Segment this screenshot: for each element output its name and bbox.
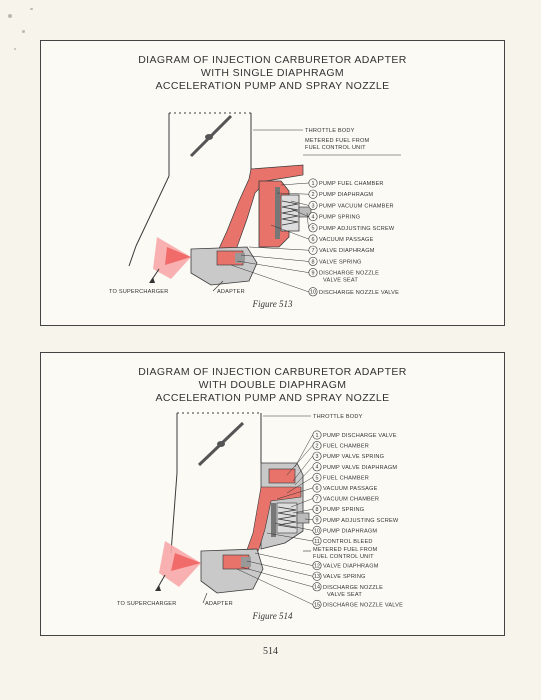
label-throttle-body: THROTTLE BODY bbox=[313, 414, 363, 420]
throttle-body bbox=[171, 413, 261, 553]
label-metered-fuel: METERED FUEL FROM bbox=[305, 138, 370, 144]
callout-label: PUMP SPRING bbox=[319, 214, 361, 221]
valve-spring bbox=[241, 557, 251, 567]
callout-number: 3 bbox=[315, 454, 319, 461]
callout-label: PUMP ADJUSTING SCREW bbox=[319, 225, 395, 232]
figure-513-diagram bbox=[41, 41, 506, 327]
callout-label: VALVE DIAPHRAGM bbox=[319, 248, 375, 255]
callout-label: PUMP DIAPHRAGM bbox=[323, 528, 378, 535]
callout-label: DISCHARGE NOZZLE VALVE bbox=[319, 289, 400, 296]
paper-speck bbox=[22, 30, 25, 33]
callout-number: 1 bbox=[315, 432, 319, 439]
callout-number: 9 bbox=[311, 270, 315, 277]
throttle-shaft bbox=[205, 134, 213, 140]
callout-number: 9 bbox=[315, 517, 319, 524]
title-line: DIAGRAM OF INJECTION CARBURETOR ADAPTER bbox=[138, 366, 407, 378]
callout-label: VALVE SPRING bbox=[323, 574, 366, 581]
callout-number: 4 bbox=[315, 464, 319, 471]
title-line: ACCELERATION PUMP AND SPRAY NOZZLE bbox=[155, 80, 390, 92]
callout-label: FUEL CHAMBER bbox=[323, 475, 370, 482]
callout-number: 3 bbox=[311, 203, 315, 210]
label-to-supercharger: TO SUPERCHARGER bbox=[109, 289, 169, 295]
callout-number: 6 bbox=[311, 236, 315, 243]
callout-label: PUMP FUEL CHAMBER bbox=[319, 181, 384, 187]
callout-label: PUMP DIAPHRAGM bbox=[319, 192, 374, 199]
callout-number: 10 bbox=[314, 528, 320, 535]
figure-514-panel bbox=[40, 352, 505, 636]
callout-label: VALVE DIAPHRAGM bbox=[323, 563, 379, 570]
callout-8 bbox=[241, 255, 362, 266]
figure-513-callouts bbox=[231, 179, 399, 296]
paper-speck bbox=[14, 48, 16, 50]
pump-diaphragm bbox=[271, 503, 276, 537]
callout-number: 2 bbox=[311, 192, 315, 199]
paper-speck bbox=[8, 14, 12, 18]
callout-number: 4 bbox=[311, 214, 315, 221]
callout-number: 5 bbox=[311, 225, 315, 232]
callout-label: VACUUM PASSAGE bbox=[323, 486, 378, 492]
title-line: ACCELERATION PUMP AND SPRAY NOZZLE bbox=[155, 392, 390, 404]
figure-514-diagram bbox=[41, 353, 506, 637]
callout-label: FUEL CHAMBER bbox=[323, 443, 370, 450]
callout-1 bbox=[281, 179, 384, 187]
callout-7 bbox=[291, 494, 379, 507]
callout-8 bbox=[293, 505, 364, 513]
label-metered-fuel: METERED FUEL FROM bbox=[313, 547, 378, 553]
callout-label: PUMP SPRING bbox=[323, 507, 365, 514]
callout-number: 10 bbox=[310, 289, 316, 296]
callout-label: VACUUM PASSAGE bbox=[319, 237, 374, 243]
figure-513-panel bbox=[40, 40, 505, 326]
throttle-shaft bbox=[217, 441, 225, 447]
callout-number: 1 bbox=[311, 180, 315, 187]
label-to-supercharger: TO SUPERCHARGER bbox=[117, 601, 177, 607]
callout-4 bbox=[295, 463, 397, 485]
callout-number: 15 bbox=[314, 602, 320, 609]
label-adapter: ADAPTER bbox=[217, 289, 245, 295]
callout-number: 2 bbox=[315, 443, 319, 450]
callout-14 bbox=[241, 567, 383, 598]
title-line: DIAGRAM OF INJECTION CARBURETOR ADAPTER bbox=[138, 54, 407, 66]
callout-number: 8 bbox=[311, 259, 315, 266]
label-fuel-control-unit: FUEL CONTROL UNIT bbox=[313, 554, 374, 560]
callout-label: VACUUM CHAMBER bbox=[323, 496, 380, 503]
callout-number: 7 bbox=[315, 496, 319, 503]
figure-514-caption: Figure 514 bbox=[252, 611, 293, 621]
callout-label-line2: VALVE SEAT bbox=[327, 591, 362, 598]
callout-label: DISCHARGE NOZZLE bbox=[319, 270, 380, 277]
callout-number: 6 bbox=[315, 485, 319, 492]
page-number: 514 bbox=[263, 646, 278, 657]
pump-diaphragm bbox=[275, 187, 280, 239]
label-throttle-body: THROTTLE BODY bbox=[305, 128, 355, 134]
figure-513-caption: Figure 513 bbox=[252, 299, 293, 309]
callout-number: 14 bbox=[314, 584, 320, 591]
callout-label: DISCHARGE NOZZLE VALVE bbox=[323, 602, 404, 609]
title-line: WITH SINGLE DIAPHRAGM bbox=[200, 67, 345, 79]
callout-label: PUMP VACUUM CHAMBER bbox=[319, 203, 394, 210]
callout-number: 13 bbox=[314, 574, 320, 581]
pump-adjusting-screw bbox=[297, 513, 309, 523]
callout-label: CONTROL BLEED bbox=[323, 539, 373, 545]
callout-label-line2: VALVE SEAT bbox=[323, 277, 358, 284]
label-adapter: ADAPTER bbox=[205, 601, 233, 607]
fuel-chamber bbox=[269, 469, 295, 483]
callout-label: PUMP VALVE SPRING bbox=[323, 454, 385, 461]
callout-label: PUMP ADJUSTING SCREW bbox=[323, 517, 399, 524]
callout-9 bbox=[305, 516, 399, 524]
label-fuel-control-unit: FUEL CONTROL UNIT bbox=[305, 145, 366, 151]
callout-number: 7 bbox=[311, 248, 315, 255]
callout-label: DISCHARGE NOZZLE bbox=[323, 584, 384, 591]
callout-label: PUMP DISCHARGE VALVE bbox=[323, 433, 397, 439]
callout-number: 12 bbox=[314, 563, 320, 570]
callout-number: 8 bbox=[315, 507, 319, 514]
callout-label: PUMP VALVE DIAPHRAGM bbox=[323, 464, 398, 471]
callout-number: 5 bbox=[315, 475, 319, 482]
title-line: WITH DOUBLE DIAPHRAGM bbox=[198, 379, 347, 391]
paper-speck bbox=[30, 8, 33, 10]
callout-label: VALVE SPRING bbox=[319, 259, 362, 266]
callout-number: 11 bbox=[314, 538, 320, 545]
